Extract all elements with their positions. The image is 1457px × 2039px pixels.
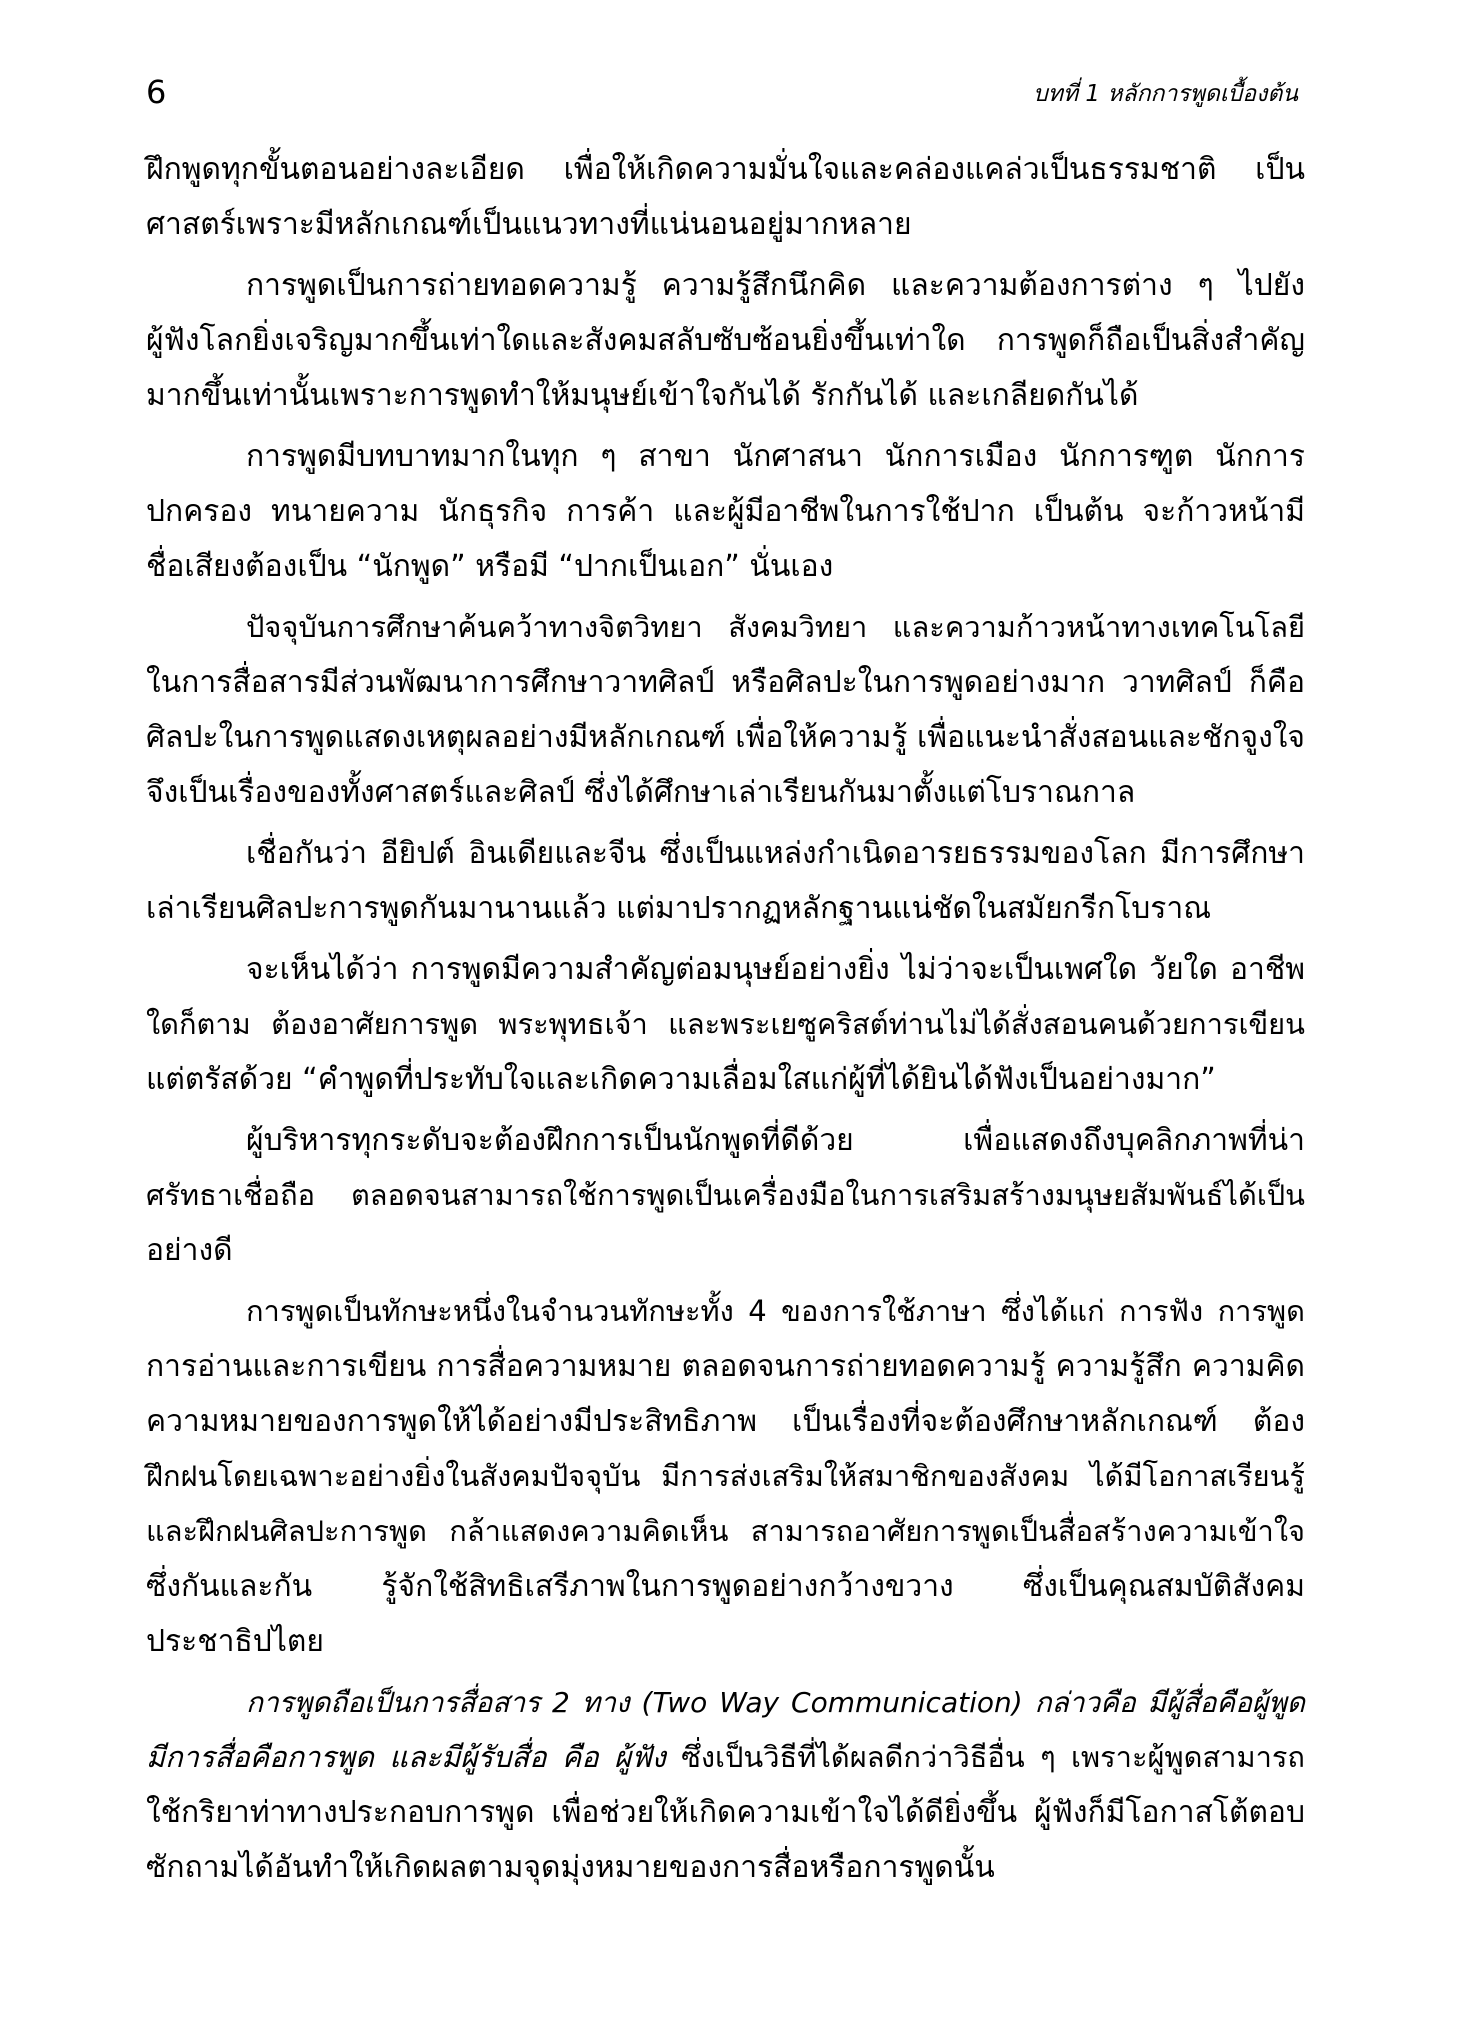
italic-phrase: มีการสื่อคือการพูด และมีผู้รับสื่อ คือ ผู้ฟัง xyxy=(146,1740,666,1774)
paragraph-line: และฝึกฝนศิลปะการพูด กล้าแสดงความคิดเห็น สามารถอาศัยการพูดเป็นสื่อสร้างความเข้าใจ xyxy=(146,1514,1305,1548)
paragraph-line: ชื่อเสียงต้องเป็น “นักพูด” หรือมี “ปากเป็นเอก” นั่นเอง xyxy=(146,549,834,584)
paragraph xyxy=(146,1284,1305,1669)
paragraph xyxy=(146,600,1305,820)
paragraph-line: จึงเป็นเรื่องของทั้งศาสตร์และศิลป์ ซึ่งได้ศึกษาเล่าเรียนกันมาตั้งแต่โบราณกาล xyxy=(146,775,1136,810)
paragraph-line: ซักถามได้อันทำให้เกิดผลตามจุดมุ่งหมายของการสื่อหรือการพูดนั้น xyxy=(146,1850,995,1885)
paragraph-line: ความหมายของการพูดให้ได้อย่างมีประสิทธิภาพ เป็นเรื่องที่จะต้องศึกษาหลักเกณฑ์ ต้อง xyxy=(146,1404,1305,1439)
paragraph-line: ศรัทธาเชื่อถือ ตลอดจนสามารถใช้การพูดเป็นเครื่องมือในการเสริมสร้างมนุษยสัมพันธ์ได้เป็น xyxy=(146,1178,1305,1212)
paragraph-line: ฝึกพูดทุกขั้นตอนอย่างละเอียด เพื่อให้เกิดความมั่นใจและคล่องแคล่วเป็นธรรมชาติ เป็น xyxy=(146,152,1305,187)
paragraph xyxy=(146,1113,1305,1278)
paragraph-line: ผู้ฟังโลกยิ่งเจริญมากขึ้นเท่าใดและสังคมสลับซับซ้อนยิ่งขึ้นเท่าใด การพูดก็ถือเป็นสิ่งสำคัญ xyxy=(146,323,1305,358)
paragraph-line: การพูดมีบทบาทมากในทุก ๆ สาขา นักศาสนา นักการเมือง นักการฑูต นักการ xyxy=(246,439,1305,474)
paragraph-line: เชื่อกันว่า อียิปต์ อินเดียและจีน ซึ่งเป็นแหล่งกำเนิดอารยธรรมของโลก มีการศึกษา xyxy=(246,836,1305,871)
paragraph xyxy=(146,826,1305,936)
paragraph-line: มากขึ้นเท่านั้นเพราะการพูดทำให้มนุษย์เข้าใจกันได้ รักกันได้ และเกลียดกันได้ xyxy=(146,378,1139,413)
paragraph-line: ประชาธิปไตย xyxy=(146,1624,324,1659)
paragraph-line: ซึ่งกันและกัน รู้จักใช้สิทธิเสรีภาพในการพูดอย่างกว้างขวาง ซึ่งเป็นคุณสมบัติสังคม xyxy=(146,1569,1305,1604)
paragraph-line: การพูดเป็นทักษะหนึ่งในจำนวนทักษะทั้ง 4 ของการใช้ภาษา ซึ่งได้แก่ การฟัง การพูด xyxy=(246,1294,1305,1328)
paragraph-line: การพูดเป็นการถ่ายทอดความรู้ ความรู้สึกนึกคิด และความต้องการต่าง ๆ ไปยัง xyxy=(246,268,1305,303)
paragraph-line: ศาสตร์เพราะมีหลักเกณฑ์เป็นแนวทางที่แน่นอนอยู่มากหลาย xyxy=(146,207,912,242)
paragraph xyxy=(146,942,1305,1107)
paragraph xyxy=(146,429,1305,594)
paragraph-line: การพูดถือเป็นการสื่อสาร 2 ทาง (Two Way Communication) กล่าวคือ มีผู้สื่อคือผู้พูด xyxy=(246,1686,1305,1719)
paragraph-line: ปัจจุบันการศึกษาค้นคว้าทางจิตวิทยา สังคมวิทยา และความก้าวหน้าทางเทคโนโลยี xyxy=(246,610,1305,644)
paragraph-line: ฝึกฝนโดยเฉพาะอย่างยิ่งในสังคมปัจจุบัน มีการส่งเสริมให้สมาชิกของสังคม ได้มีโอกาสเรียนรู้ xyxy=(146,1459,1305,1493)
paragraph-line: เล่าเรียนศิลปะการพูดกันมานานแล้ว แต่มาปรากฏหลักฐานแน่ชัดในสมัยกรีกโบราณ xyxy=(146,891,1212,926)
paragraph-line: จะเห็นได้ว่า การพูดมีความสำคัญต่อมนุษย์อย่างยิ่ง ไม่ว่าจะเป็นเพศใด วัยใด อาชีพ xyxy=(246,952,1305,987)
paragraph-line: การอ่านและการเขียน การสื่อความหมาย ตลอดจนการถ่ายทอดความรู้ ความรู้สึก ความคิด xyxy=(146,1349,1305,1384)
paragraph-line: ศิลปะในการพูดแสดงเหตุผลอย่างมีหลักเกณฑ์ เพื่อให้ความรู้ เพื่อแนะนำสั่งสอนและชักจูงใจ xyxy=(146,720,1305,755)
paragraph xyxy=(146,258,1305,423)
paragraph xyxy=(146,142,1305,252)
paragraph-line: แต่ตรัสด้วย “คำพูดที่ประทับใจและเกิดความเลื่อมใสแก่ผู้ที่ได้ยินได้ฟังเป็นอย่างมาก” xyxy=(146,1062,1216,1097)
page-number: 6 xyxy=(146,73,167,111)
paragraph-line: อย่างดี xyxy=(146,1233,233,1268)
line-text: ซึ่งเป็นวิธีที่ได้ผลดีกว่าวิธีอื่น ๆ เพราะผู้พูดสามารถ xyxy=(665,1740,1305,1774)
paragraph-line: ในการสื่อสารมีส่วนพัฒนาการศึกษาวาทศิลป์ หรือศิลปะในการพูดอย่างมาก วาทศิลป์ ก็คือ xyxy=(146,665,1305,700)
body-text xyxy=(146,142,1305,1895)
paragraph-line: ผู้บริหารทุกระดับจะต้องฝึกการเป็นนักพูดที่ดีด้วย เพื่อแสดงถึงบุคลิกภาพที่น่า xyxy=(246,1123,1305,1158)
paragraph-line: ปกครอง ทนายความ นักธุรกิจ การค้า และผู้มีอาชีพในการใช้ปาก เป็นต้น จะก้าวหน้ามี xyxy=(146,494,1305,529)
chapter-title: บทที่ 1 หลักการพูดเบื้องต้น xyxy=(1033,81,1298,107)
paragraph-line: ใช้กริยาท่าทางประกอบการพูด เพื่อช่วยให้เกิดความเข้าใจได้ดียิ่งขึ้น ผู้ฟังก็มีโอกาสโต้ตอบ xyxy=(146,1795,1305,1830)
paragraph-line: ใดก็ตาม ต้องอาศัยการพูด พระพุทธเจ้า และพระเยซูคริสต์ท่านไม่ได้สั่งสอนคนด้วยการเขียน xyxy=(146,1007,1305,1041)
paragraph xyxy=(146,1675,1305,1895)
paragraph-line xyxy=(146,1730,1305,1785)
